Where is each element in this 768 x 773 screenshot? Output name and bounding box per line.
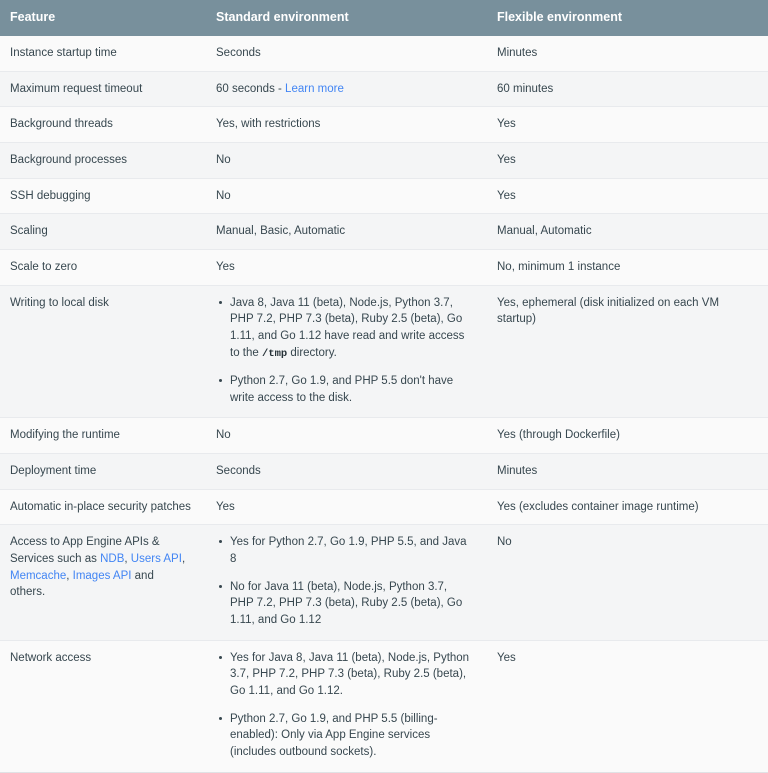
flexible-value: No, minimum 1 instance — [497, 261, 621, 274]
standard-value: No — [216, 154, 231, 167]
column-header-feature: Feature — [0, 0, 206, 36]
api-link[interactable]: NDB — [100, 552, 125, 565]
flexible-value: Yes, ephemeral (disk initialized on each VM startup) — [497, 296, 720, 326]
cell-feature — [0, 418, 206, 454]
cell-feature — [0, 36, 206, 71]
cell-feature — [0, 640, 206, 772]
table-row — [0, 178, 768, 214]
standard-value: Yes, with restrictions — [216, 118, 321, 131]
table-row — [0, 214, 768, 250]
learn-more-link[interactable]: Learn more — [285, 82, 344, 95]
cell-flexible-environment — [487, 71, 768, 107]
cell-standard-environment — [206, 143, 487, 179]
cell-feature — [0, 285, 206, 418]
cell-feature — [0, 453, 206, 489]
table-header — [0, 0, 768, 36]
table-row — [0, 418, 768, 454]
table-row — [0, 489, 768, 525]
api-link[interactable]: Images API — [72, 569, 132, 582]
bullet-item: Yes for Python 2.7, Go 1.9, PHP 5.5, and Java 8 — [230, 534, 473, 567]
cell-standard-environment — [206, 107, 487, 143]
feature-label: Background processes — [10, 154, 127, 167]
standard-value: Seconds — [216, 47, 261, 59]
bullet-item: Python 2.7, Go 1.9, and PHP 5.5 (billing-enabled): Only via App Engine services (includes outbound sockets). — [230, 711, 473, 761]
feature-label: Automatic in-place security patches — [10, 500, 191, 513]
table-row — [0, 71, 768, 107]
feature-label: Deployment time — [10, 464, 97, 477]
standard-value: No — [216, 189, 231, 202]
bullet-list — [216, 534, 473, 628]
bullet-item: Yes for Java 8, Java 11 (beta), Node.js, Python 3.7, PHP 7.2, PHP 7.3 (beta), Ruby 2.5 (beta), Go 1.11, and Go 1.12. — [230, 650, 473, 700]
bullet-item: Java 8, Java 11 (beta), Node.js, Python 3.7, PHP 7.2, PHP 7.3 (beta), Ruby 2.5 (beta), Go 1.11, and Go 1.12 have read and write access to the /tmp directory. — [230, 295, 473, 362]
cell-flexible-environment — [487, 525, 768, 640]
cell-flexible-environment — [487, 453, 768, 489]
standard-value: Seconds — [216, 464, 261, 477]
feature-label: SSH debugging — [10, 189, 91, 202]
api-link[interactable]: Users API — [130, 552, 182, 565]
standard-value: Yes — [216, 500, 235, 513]
cell-feature — [0, 178, 206, 214]
table-row — [0, 640, 768, 772]
feature-label: Writing to local disk — [10, 296, 109, 309]
feature-label: Modifying the runtime — [10, 429, 120, 442]
cell-standard-environment — [206, 453, 487, 489]
cell-feature — [0, 214, 206, 250]
cell-flexible-environment — [487, 214, 768, 250]
cell-flexible-environment — [487, 418, 768, 454]
column-header-standard-environment: Standard environment — [206, 0, 487, 36]
cell-feature — [0, 71, 206, 107]
flexible-value: 60 minutes — [497, 82, 554, 95]
cell-standard-environment: 60 seconds - Learn more — [206, 71, 487, 107]
flexible-value: Minutes — [497, 47, 538, 59]
standard-value: Manual, Basic, Automatic — [216, 225, 346, 238]
cell-standard-environment — [206, 418, 487, 454]
bullet-item: No for Java 11 (beta), Node.js, Python 3.7, PHP 7.2, PHP 7.3 (beta), Ruby 2.5 (beta), Go 1.11, and Go 1.12 — [230, 579, 473, 629]
feature-label: Scale to zero — [10, 261, 78, 274]
table-row — [0, 453, 768, 489]
column-header-flexible-environment: Flexible environment — [487, 0, 768, 36]
table-row — [0, 285, 768, 418]
flexible-value: Manual, Automatic — [497, 225, 592, 238]
cell-flexible-environment — [487, 640, 768, 772]
cell-feature — [0, 489, 206, 525]
cell-standard-environment — [206, 525, 487, 640]
cell-feature — [0, 250, 206, 286]
flexible-value: Yes (excludes container image runtime) — [497, 500, 699, 513]
feature-label: Network access — [10, 651, 92, 664]
cell-standard-environment — [206, 640, 487, 772]
table-row — [0, 143, 768, 179]
flexible-value: Yes — [497, 651, 516, 664]
cell-feature — [0, 107, 206, 143]
feature-label: Background threads — [10, 118, 113, 131]
cell-feature: Access to App Engine APIs & Services such as NDB, Users API, Memcache, Images API and others. — [0, 525, 206, 640]
cell-standard-environment — [206, 214, 487, 250]
cell-flexible-environment — [487, 250, 768, 286]
table-row — [0, 107, 768, 143]
table-body — [0, 36, 768, 772]
table-row — [0, 250, 768, 286]
cell-flexible-environment — [487, 143, 768, 179]
cell-standard-environment — [206, 285, 487, 418]
code-path: /tmp — [261, 347, 288, 360]
standard-value: No — [216, 429, 231, 442]
cell-standard-environment — [206, 489, 487, 525]
cell-flexible-environment — [487, 178, 768, 214]
bullet-item: Python 2.7, Go 1.9, and PHP 5.5 don't have write access to the disk. — [230, 373, 473, 406]
cell-standard-environment — [206, 36, 487, 71]
table-row — [0, 525, 768, 640]
table-header-row — [0, 0, 768, 36]
cell-standard-environment — [206, 250, 487, 286]
flexible-value: Minutes — [497, 464, 538, 477]
standard-value: Yes — [216, 261, 235, 274]
feature-label: Scaling — [10, 225, 48, 238]
cell-flexible-environment — [487, 285, 768, 418]
cell-flexible-environment — [487, 107, 768, 143]
feature-label: Maximum request timeout — [10, 82, 143, 95]
cell-feature — [0, 143, 206, 179]
cell-standard-environment — [206, 178, 487, 214]
flexible-value: Yes — [497, 189, 516, 202]
cell-flexible-environment — [487, 36, 768, 71]
api-link[interactable]: Memcache — [10, 569, 67, 582]
bullet-list — [216, 295, 473, 407]
flexible-value: Yes — [497, 118, 516, 131]
flexible-value: Yes — [497, 154, 516, 167]
table-row — [0, 36, 768, 71]
cell-flexible-environment — [487, 489, 768, 525]
feature-label: Instance startup time — [10, 47, 117, 59]
bullet-list — [216, 650, 473, 761]
flexible-value: Yes (through Dockerfile) — [497, 429, 620, 442]
flexible-value: No — [497, 536, 512, 549]
